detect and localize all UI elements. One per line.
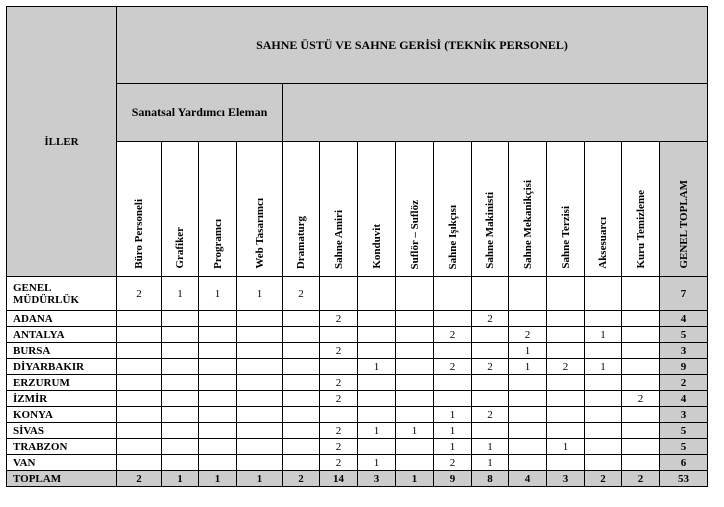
value-cell: 2	[320, 343, 358, 359]
value-cell	[199, 343, 237, 359]
table-row	[7, 391, 708, 407]
table-row	[7, 343, 708, 359]
value-cell	[358, 439, 396, 455]
value-cell	[547, 423, 585, 439]
value-cell: 1	[358, 455, 396, 471]
value-cell	[547, 277, 585, 311]
value-cell	[199, 439, 237, 455]
value-cell: 1	[472, 439, 509, 455]
value-cell	[237, 439, 283, 455]
value-cell	[199, 311, 237, 327]
column-header	[199, 142, 237, 277]
value-cell	[585, 311, 622, 327]
value-cell: 3	[358, 471, 396, 487]
value-cell	[117, 343, 162, 359]
value-cell	[509, 311, 547, 327]
value-cell: 1	[547, 439, 585, 455]
city-cell: SİVAS	[7, 423, 117, 439]
city-cell: VAN	[7, 455, 117, 471]
value-cell	[117, 391, 162, 407]
value-cell: 2	[622, 471, 660, 487]
city-cell: KONYA	[7, 407, 117, 423]
value-cell	[162, 391, 199, 407]
column-header-label: Sahne Makinisti	[484, 192, 496, 269]
column-header	[162, 142, 199, 277]
value-cell: 1	[358, 359, 396, 375]
row-total-cell: 6	[660, 455, 708, 471]
value-cell: 2	[547, 359, 585, 375]
value-cell	[199, 359, 237, 375]
value-cell	[320, 327, 358, 343]
city-cell: DİYARBAKIR	[7, 359, 117, 375]
value-cell: 1	[237, 471, 283, 487]
value-cell	[283, 455, 320, 471]
value-cell	[547, 327, 585, 343]
value-cell: 8	[472, 471, 509, 487]
value-cell	[509, 439, 547, 455]
city-cell: ANTALYA	[7, 327, 117, 343]
value-cell	[472, 327, 509, 343]
value-cell: 2	[283, 471, 320, 487]
value-cell	[396, 455, 434, 471]
column-header-label: Sahne Mekanikçisi	[521, 180, 534, 269]
value-cell	[199, 391, 237, 407]
value-cell	[622, 439, 660, 455]
value-cell	[320, 407, 358, 423]
value-cell	[585, 343, 622, 359]
value-cell	[509, 423, 547, 439]
value-cell: 1	[199, 471, 237, 487]
value-cell	[358, 327, 396, 343]
column-header-label: Sahne Terzisi	[559, 206, 572, 269]
value-cell	[472, 423, 509, 439]
value-cell	[117, 327, 162, 343]
value-cell	[237, 327, 283, 343]
value-cell	[547, 455, 585, 471]
column-header-label: GENEL TOPLAM	[677, 180, 690, 269]
value-cell	[622, 359, 660, 375]
value-cell	[396, 327, 434, 343]
column-header-label: Kuru Temizleme	[634, 190, 647, 269]
value-cell: 2	[117, 471, 162, 487]
value-cell: 1	[434, 423, 472, 439]
row-total-cell: 4	[660, 391, 708, 407]
table-row	[7, 407, 708, 423]
value-cell	[358, 391, 396, 407]
value-cell: 2	[434, 455, 472, 471]
value-cell	[162, 455, 199, 471]
value-cell	[117, 423, 162, 439]
column-header-label: Dramaturg	[295, 215, 307, 269]
value-cell	[585, 277, 622, 311]
value-cell	[162, 439, 199, 455]
city-cell: TOPLAM	[7, 471, 117, 487]
value-cell	[237, 407, 283, 423]
subgroup-spacer	[283, 84, 708, 142]
value-cell: 1	[396, 471, 434, 487]
row-total-cell: 2	[660, 375, 708, 391]
value-cell: 1	[237, 277, 283, 311]
column-header	[509, 142, 547, 277]
city-cell: İZMİR	[7, 391, 117, 407]
value-cell	[199, 423, 237, 439]
row-total-cell: 5	[660, 439, 708, 455]
city-cell: BURSA	[7, 343, 117, 359]
value-cell	[283, 439, 320, 455]
value-cell: 9	[434, 471, 472, 487]
value-cell	[358, 343, 396, 359]
value-cell: 2	[434, 327, 472, 343]
value-cell	[622, 455, 660, 471]
value-cell: 2	[585, 471, 622, 487]
row-total-cell: 7	[660, 277, 708, 311]
value-cell	[547, 311, 585, 327]
value-cell: 1	[199, 277, 237, 311]
table-body	[7, 277, 708, 487]
value-cell: 1	[162, 277, 199, 311]
value-cell	[622, 423, 660, 439]
value-cell: 1	[585, 327, 622, 343]
value-cell: 2	[320, 391, 358, 407]
column-header	[396, 142, 434, 277]
column-header	[237, 142, 283, 277]
value-cell	[585, 375, 622, 391]
value-cell	[162, 375, 199, 391]
value-cell: 2	[283, 277, 320, 311]
table-row	[7, 455, 708, 471]
value-cell	[320, 277, 358, 311]
value-cell	[622, 311, 660, 327]
value-cell: 2	[320, 455, 358, 471]
value-cell	[434, 375, 472, 391]
value-cell	[585, 423, 622, 439]
value-cell: 2	[472, 311, 509, 327]
value-cell	[358, 277, 396, 311]
column-header	[585, 142, 622, 277]
value-cell	[472, 277, 509, 311]
column-header-label: Büro Personeli	[133, 199, 145, 269]
value-cell: 2	[472, 407, 509, 423]
table-row	[7, 439, 708, 455]
value-cell	[162, 407, 199, 423]
column-header	[283, 142, 320, 277]
value-cell	[358, 375, 396, 391]
group-title: SAHNE ÜSTÜ VE SAHNE GERİSİ (TEKNİK PERSONEL)	[117, 7, 708, 84]
value-cell	[117, 359, 162, 375]
value-cell	[547, 375, 585, 391]
value-cell	[237, 311, 283, 327]
value-cell	[509, 391, 547, 407]
value-cell	[472, 375, 509, 391]
value-cell	[358, 407, 396, 423]
value-cell	[237, 359, 283, 375]
value-cell: 2	[509, 327, 547, 343]
column-header-label: Konduvit	[370, 224, 383, 269]
city-cell: GENEL MÜDÜRLÜK	[7, 277, 117, 311]
value-cell: 2	[117, 277, 162, 311]
value-cell	[237, 455, 283, 471]
value-cell: 2	[320, 439, 358, 455]
value-cell	[585, 407, 622, 423]
column-header-label: Aksesuarcı	[597, 217, 609, 269]
value-cell	[199, 327, 237, 343]
value-cell	[509, 375, 547, 391]
value-cell	[237, 391, 283, 407]
column-header	[434, 142, 472, 277]
value-cell	[199, 407, 237, 423]
value-cell: 1	[396, 423, 434, 439]
value-cell	[509, 407, 547, 423]
staff-table-container	[6, 6, 708, 487]
row-total-cell: 5	[660, 327, 708, 343]
value-cell	[396, 359, 434, 375]
column-header	[358, 142, 396, 277]
value-cell	[396, 407, 434, 423]
row-header-iller: İLLER	[7, 7, 117, 277]
value-cell	[434, 343, 472, 359]
total-row	[7, 471, 708, 487]
column-header	[660, 142, 708, 277]
value-cell: 2	[320, 423, 358, 439]
value-cell	[162, 359, 199, 375]
column-header	[472, 142, 509, 277]
value-cell	[472, 343, 509, 359]
value-cell	[283, 423, 320, 439]
subgroup-title: Sanatsal Yardımcı Eleman	[117, 84, 283, 142]
value-cell	[283, 375, 320, 391]
value-cell	[162, 423, 199, 439]
value-cell	[283, 359, 320, 375]
table-row	[7, 423, 708, 439]
value-cell	[396, 439, 434, 455]
table-row	[7, 327, 708, 343]
value-cell	[117, 439, 162, 455]
value-cell: 2	[472, 359, 509, 375]
value-cell	[358, 311, 396, 327]
value-cell: 2	[320, 375, 358, 391]
value-cell	[117, 407, 162, 423]
row-total-cell: 53	[660, 471, 708, 487]
value-cell: 1	[509, 359, 547, 375]
value-cell	[547, 407, 585, 423]
value-cell	[509, 277, 547, 311]
city-cell: ERZURUM	[7, 375, 117, 391]
value-cell	[237, 423, 283, 439]
value-cell: 1	[162, 471, 199, 487]
table-row	[7, 311, 708, 327]
row-total-cell: 9	[660, 359, 708, 375]
value-cell	[396, 311, 434, 327]
value-cell	[472, 391, 509, 407]
column-header	[547, 142, 585, 277]
value-cell	[434, 277, 472, 311]
value-cell	[547, 391, 585, 407]
value-cell: 1	[585, 359, 622, 375]
value-cell: 1	[509, 343, 547, 359]
column-header	[320, 142, 358, 277]
value-cell	[283, 391, 320, 407]
value-cell	[396, 343, 434, 359]
value-cell: 14	[320, 471, 358, 487]
row-total-cell: 3	[660, 343, 708, 359]
table-row	[7, 375, 708, 391]
value-cell	[434, 391, 472, 407]
city-cell: ADANA	[7, 311, 117, 327]
value-cell: 3	[547, 471, 585, 487]
table-row	[7, 277, 708, 311]
column-header-label: Programcı	[211, 219, 224, 269]
value-cell	[396, 375, 434, 391]
value-cell	[509, 455, 547, 471]
value-cell: 1	[434, 439, 472, 455]
value-cell: 2	[622, 391, 660, 407]
staff-table	[6, 6, 708, 487]
value-cell	[237, 375, 283, 391]
column-header-label: Sahne Işıkçısı	[446, 204, 459, 269]
value-cell	[283, 407, 320, 423]
value-cell	[622, 343, 660, 359]
value-cell	[283, 327, 320, 343]
value-cell	[320, 359, 358, 375]
column-header-label: Sahne Amiri	[332, 210, 345, 269]
column-header-label: Web Tasarımcı	[253, 198, 266, 269]
value-cell	[283, 311, 320, 327]
value-cell: 2	[320, 311, 358, 327]
value-cell	[162, 311, 199, 327]
value-cell	[622, 327, 660, 343]
value-cell	[585, 455, 622, 471]
row-total-cell: 4	[660, 311, 708, 327]
value-cell	[237, 343, 283, 359]
row-total-cell: 3	[660, 407, 708, 423]
value-cell	[622, 375, 660, 391]
value-cell	[199, 455, 237, 471]
city-cell: TRABZON	[7, 439, 117, 455]
value-cell	[434, 311, 472, 327]
value-cell: 1	[434, 407, 472, 423]
column-header	[117, 142, 162, 277]
value-cell	[162, 343, 199, 359]
value-cell	[622, 277, 660, 311]
value-cell	[396, 391, 434, 407]
value-cell	[162, 327, 199, 343]
value-cell	[396, 277, 434, 311]
column-header-label: Grafiker	[174, 227, 186, 269]
value-cell	[547, 343, 585, 359]
value-cell	[199, 375, 237, 391]
column-header	[622, 142, 660, 277]
value-cell	[117, 311, 162, 327]
value-cell: 1	[358, 423, 396, 439]
value-cell	[622, 407, 660, 423]
column-header-label: Suflör – Suflöz	[408, 199, 421, 269]
value-cell: 1	[472, 455, 509, 471]
value-cell	[283, 343, 320, 359]
value-cell	[117, 375, 162, 391]
value-cell	[117, 455, 162, 471]
row-total-cell: 5	[660, 423, 708, 439]
value-cell	[585, 391, 622, 407]
table-row	[7, 359, 708, 375]
value-cell: 2	[434, 359, 472, 375]
value-cell: 4	[509, 471, 547, 487]
value-cell	[585, 439, 622, 455]
